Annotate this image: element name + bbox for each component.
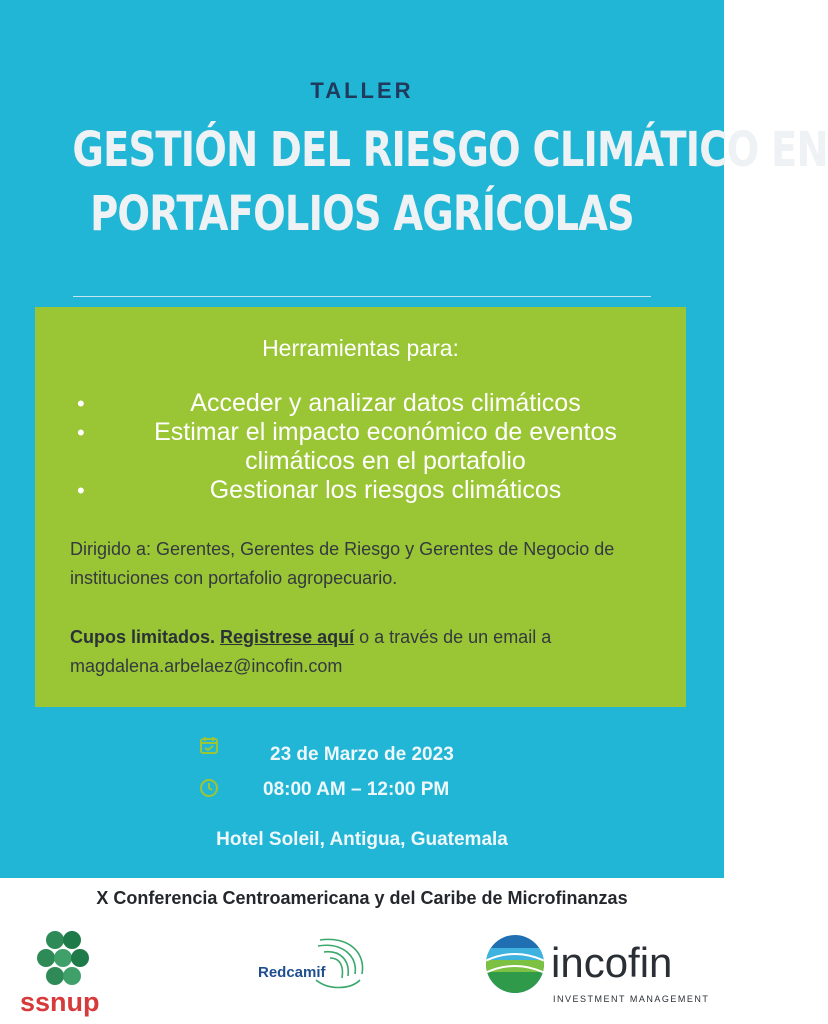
ssnup-logo bbox=[20, 928, 130, 1017]
calendar-icon bbox=[199, 735, 219, 760]
list-item: • Acceder y analizar datos climáticos bbox=[77, 389, 581, 417]
incofin-logo bbox=[483, 932, 710, 1008]
incofin-wordmark: incofin bbox=[551, 939, 673, 986]
title-line-1: GESTIÓN DEL RIESGO CLIMÁTICO EN bbox=[72, 122, 828, 178]
event-date: 23 de Marzo de 2023 bbox=[270, 744, 454, 765]
audience-text: Dirigido a: Gerentes, Gerentes de Riesgo y Gerentes de Negocio de instituciones con portafolio agropecuario. bbox=[70, 539, 615, 588]
ssnup-wordmark: ssnup bbox=[20, 987, 100, 1017]
page-title bbox=[72, 118, 828, 246]
tools-list bbox=[35, 389, 686, 505]
incofin-subtitle: INVESTMENT MANAGEMENT bbox=[553, 994, 710, 1004]
bullet: • bbox=[77, 420, 85, 445]
event-venue: Hotel Soleil, Antigua, Guatemala bbox=[216, 829, 508, 850]
registration-text bbox=[70, 623, 670, 681]
info-box bbox=[35, 307, 686, 707]
tools-heading: Herramientas para: bbox=[262, 335, 459, 361]
cupos-rest: o a través de un email a magdalena.arbelaez@incofin.com bbox=[70, 627, 552, 676]
bullet: • bbox=[77, 391, 85, 416]
bullet: • bbox=[77, 478, 85, 503]
conference-name: X Conferencia Centroamericana y del Caribe de Microfinanzas bbox=[96, 888, 628, 908]
redcamif-logo bbox=[258, 930, 373, 996]
list-item: • Gestionar los riesgos climáticos bbox=[77, 476, 562, 504]
list-item: • Estimar el impacto económico de eventos climáticos en el portafolio bbox=[77, 418, 617, 475]
divider bbox=[73, 296, 651, 297]
kicker: TALLER bbox=[310, 78, 414, 103]
event-time: 08:00 AM – 12:00 PM bbox=[263, 779, 450, 800]
redcamif-wordmark: Redcamif bbox=[258, 964, 326, 981]
register-link[interactable]: Registrese aquí bbox=[220, 627, 355, 647]
footer bbox=[0, 878, 724, 1024]
clock-icon bbox=[199, 778, 219, 803]
cupos-label: Cupos limitados. bbox=[70, 627, 216, 647]
title-line-2: PORTAFOLIOS AGRÍCOLAS bbox=[90, 186, 634, 242]
